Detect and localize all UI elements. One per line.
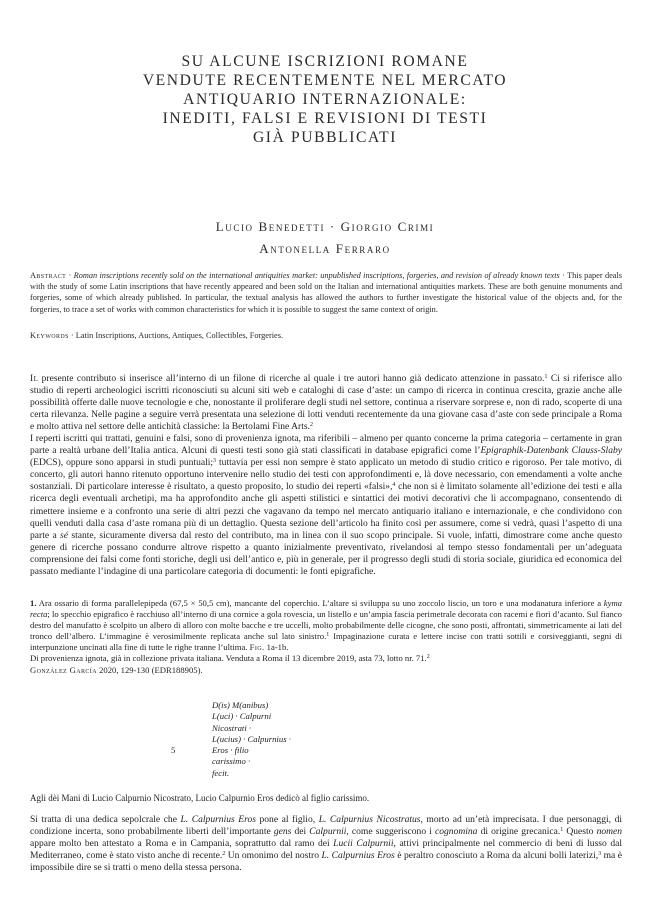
keywords-label: Keywords: [30, 331, 69, 340]
footnote-ref: 1: [326, 632, 330, 639]
body-text: dei: [291, 826, 310, 838]
body-text: sé: [60, 529, 68, 541]
body-text: I reperti iscritti qui trattati, genuini e falsi, sono di provenienza ignota, ma riferibili – almeno per quanto concerne la prima categoria – certamente in gran parte a realtà urbane dell’Italia antica. Alcuni di questi testi sono già stati classificati in database epigrafici come l’: [30, 433, 622, 457]
body-text: tuttavia per essi non sempre è stato applicato un metodo di studio critico e rigoroso. Per tale motivo, di concerto, gli autori hanno ritenuto opportuno intervenire nello studio dei testi con approfondimenti e, là dove necessario, con emendamenti a volte anche sostanziali. Di particolare interesse è risultato, a questo proposito, lo studio dei reperti «falsi»,: [30, 457, 622, 493]
abstract-english-title: Roman inscriptions recently sold on the international antiquities market: unpublished inscriptions, forgeries, and revision of already known texts: [73, 271, 560, 280]
body-text: che non si è limitato solamente all’edizione dei testi e alla ricerca degli eventuali archetipi, ma ha approfondito anche gli aspetti stilistici e sintattici dei motivi decorativi che li accompagnano, consentendo di rimettere insieme e a confronto una serie di altri pezzi che vagavano da tempo nel mercato antiquario italiano e internazionale, e che condividono con quelli venduti dalla casa d’aste romana più di un dettaglio. Questa sezione dell’articolo ha finito così per assumere, come si vedrà, quasi l’aspetto di una parte a: [30, 481, 623, 541]
dropcap-word: Il: [30, 373, 39, 384]
author-line-1: Lucio Benedetti · Giorgio Crimi: [215, 219, 435, 234]
inscription-line-text: carissimo ·: [212, 756, 251, 767]
body-text: pone al figlio,: [255, 814, 319, 825]
entry-number: 1.: [30, 598, 37, 608]
inscription-line-text: D(is) M(anibus): [212, 700, 269, 710]
title-line: VENDUTE RECENTEMENTE NEL MERCATO: [142, 72, 508, 89]
inscription-line-text: Nicostrati ·: [212, 722, 252, 733]
body-text: cognomina: [435, 826, 478, 838]
footnote-ref: 1: [560, 827, 564, 834]
body-text: di origine grecanica.: [477, 826, 561, 838]
inscription-line-text: L(uci) · Calpurni: [212, 711, 272, 722]
body-text: gens: [273, 826, 292, 838]
inscription-line: [171, 745, 291, 756]
body-text: nomen: [596, 826, 623, 838]
figure-ref: 1a-1b.: [264, 642, 289, 653]
body-text: è peraltro conosciuto a Roma da alcuni bolli laterizi,: [394, 850, 599, 862]
keywords: [30, 330, 622, 341]
author-line-2: Antonella Ferraro: [259, 241, 391, 256]
abstract-label: Abstract: [30, 271, 67, 280]
body-text: , morto ad un’età imprecisata. I due personaggi, di condizione incerta, sono probabilmente liberti dell’importante: [30, 814, 622, 838]
body-text: (EDCS), oppure sono apparsi in studi puntuali;: [30, 457, 214, 469]
footnote-ref: 3: [598, 851, 602, 858]
intro-paragraph-2: [30, 433, 622, 578]
author-list: [0, 216, 650, 260]
inscription-line-text: Eros · filio: [212, 745, 249, 756]
reference-text: 2020, 129-130 (EDR188905).: [96, 664, 203, 675]
abstract-text: · This paper deals with the study of some Latin inscriptions that have recently appeared and been sold on the Italian and international antiquities markets. These are both genuine monuments and forgeries, some of which already published. In particular, the textual analysis has allowed the authors to further investigate the historical value of the objects and, for the forgeries, to trace a set of works with common characteristics for which it is possible to suggest the same context of origin.: [30, 271, 622, 314]
abstract: [30, 270, 622, 315]
inscription-line: [212, 756, 291, 767]
footnote-ref: 4: [392, 482, 396, 489]
entry-text: Impaginazione curata e lettere incise con tratti sottili e corsiveggianti, segni di interpunzione uncinati alla fine di tutte le righe tranne l’ultima.: [30, 631, 622, 653]
body-text: L. Calpurnius Eros: [321, 850, 395, 862]
provenance: Di provenienza ignota, già in collezione privata italiana. Venduta a Roma il 13 dicembre 2019, asta 73, lotto nr. 71.: [30, 653, 427, 664]
body-text: Si tratta di una dedica sepolcrale che: [30, 814, 181, 825]
keywords-text: · Latin Inscriptions, Auctions, Antiques, Collectibles, Forgeries.: [68, 331, 284, 340]
body-text: , attivi principalmente nel commercio di beni di lusso dal Mediterraneo, come è stato visto anche di recente.: [30, 838, 622, 862]
entry-text: kyma recta: [30, 598, 622, 620]
inscription-line-text: fecit.: [212, 767, 230, 778]
title-line: SU ALCUNE ISCRIZIONI ROMANE: [181, 53, 469, 70]
entry-text: Ara ossario di forma parallelepipeda (67,5 × 50,5 cm), mancante del coperchio. L’altare si sviluppa su uno zoccolo liscio, un toro e una modanatura inferiore a: [36, 598, 604, 608]
body-text: appare molto ben attestato a Roma e in Campania, soprattutto dal ramo dei: [30, 838, 334, 850]
inscription-translation: Agli dèi Mani di Lucio Calpurnio Nicostrato, Lucio Calpurnio Eros dedicò al figlio carissimo.: [30, 793, 370, 803]
body-text: Calpurnii: [309, 826, 347, 838]
inscription-line: [212, 734, 291, 745]
inscription-text: [171, 700, 291, 779]
title-line: ANTIQUARIO INTERNAZIONALE:: [183, 91, 467, 108]
footnote-ref: 3: [213, 458, 217, 465]
entry-text: ; lo specchio epigrafico è racchiuso all’interno di una cornice a gola rovescia, un listello e un’ampia fascia perimetrale decorata con racemi e fiori d’acanto. Sul fianco destro del manufatto è scolpito un albero di alloro con molte bacche e tre uccelli, molto probabilmente delle cicogne, che sono posti, affrontati, simmetricamente ai lati del tronco dell’albero. L’immagine è verosimilmente replicata anche sul lato sinistro.: [30, 609, 622, 642]
intro-paragraph-1: [30, 373, 622, 433]
title-line: GIÀ PUBBLICATI: [252, 129, 398, 146]
body-text: Ci si riferisce allo studio di reperti archeologici iscritti riconosciuti su alcuni siti web e cataloghi di case d’aste: un campo di ricerca in continua crescita, grazie anche alle possibilità offerte dalle nuove tecnologie e che, nonostante il proliferare degli studi nel settore, continua a riservare sorprese e, non di rado, scoperte di una certa rilevanza. Nelle pagine a seguire verrà presentata una selezione di lotti venduti recentemente da una giovane casa d’aste con sede principale a Roma e molto attiva nel settore delle antichità classiche: la Bertolami Fine Arts.: [30, 373, 622, 433]
title-line: INEDITI, FALSI E REVISIONI DI TESTI: [162, 110, 488, 127]
discussion-paragraph: [30, 814, 622, 874]
body-text: L. Calpurnius Eros: [180, 814, 256, 825]
inscription-line: [212, 700, 291, 711]
footnote-ref: 2: [222, 851, 226, 858]
body-text: stante, sicuramente diversa dal resto del contributo, ma in linea con il suo scopo principale. Si vuole, infatti, dimostrare come anche questo genere di ricerche possano condurre altrove rispetto a quanto inizialmente preventivato, rivelandosi al tempo stesso fondamentali per un’adeguata comprensione dei falsi come fonti storiche, degli usi dell’antico e, più in generale, per il progresso degli studi di storia sociale, giuridica ed economica del passato mediante l’indagine di una particolare categoria di documenti: le fonti epigrafiche.: [30, 529, 623, 578]
body-text: Lucii Calpurnii: [333, 838, 394, 850]
abstract-separator: ·: [66, 271, 74, 280]
body-text: Un omonimo del nostro: [225, 850, 322, 862]
body-text: L. Calpurnius Nicostratus: [318, 814, 421, 825]
body-text: , come suggeriscono i: [346, 826, 436, 838]
inscription-line: [212, 723, 291, 734]
figure-label: Fig.: [249, 642, 265, 653]
catalogue-entry-1: [30, 598, 622, 676]
inscription-line: [212, 768, 291, 779]
article-title: [0, 52, 650, 147]
inscription-line-text: L(ucius) · Calpurnius ·: [212, 733, 291, 744]
database-name: Epigraphik-Datenbank Clauss-Slaby: [480, 445, 622, 457]
body-text: presente contributo si inserisce all’interno di un filone di ricerche al quale i tre autori hanno già dedicato attenzione in passato.: [38, 373, 545, 384]
body-text: Questo: [563, 826, 597, 838]
footnote-ref: 1: [544, 374, 548, 380]
inscription-line: [212, 711, 291, 722]
body-text: ma è impossibile dire se si tratti o meno della stessa persona.: [30, 850, 622, 874]
footnote-ref: 2: [426, 654, 430, 661]
line-number: 5: [171, 745, 176, 756]
reference-author: González García: [30, 664, 97, 675]
footnote-ref: 2: [309, 422, 313, 429]
